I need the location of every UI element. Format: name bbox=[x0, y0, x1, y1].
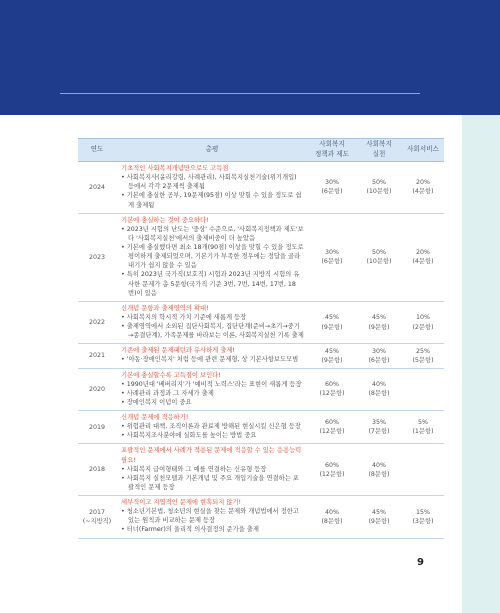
row-summary bbox=[116, 344, 308, 368]
row-bullet-item: • 사회복지의 학시적 가치 기준에 새롭게 등장 bbox=[121, 313, 304, 322]
row-services-share: 25% (5문항) bbox=[402, 344, 444, 368]
row-services-share: 10% (2문항) bbox=[402, 301, 444, 344]
col-header-practice: 사회복지 실천 bbox=[356, 139, 402, 162]
row-summary bbox=[116, 444, 308, 496]
row-bullet-item: • 2023년 시험의 난도는 '중상' 수준으로, '사회복지정책과 제도'보다 '사회복지실천'에서의 출제비중이 더 높았음 bbox=[121, 225, 304, 243]
col-header-summary: 총평 bbox=[116, 139, 308, 162]
page-number: 9 bbox=[417, 557, 424, 568]
row-policy-share: 30% (6문항) bbox=[308, 213, 356, 301]
table-row bbox=[78, 496, 444, 539]
banner-divider bbox=[60, 93, 420, 94]
row-services-share: 5% (1문항) bbox=[402, 411, 444, 444]
row-services-share bbox=[402, 444, 444, 496]
row-bullet-item: • 특히 2023년 국가직(보호직) 시험과 2023년 지방직 시험의 유사한 문제가 총 5문항(국가직 기준 3번, 7번, 14번, 17번, 18번)이 있음 bbox=[121, 270, 304, 297]
row-year: 2020 bbox=[78, 368, 116, 411]
row-summary bbox=[116, 213, 308, 301]
row-bullet-item: • 사회복지 실천모델과 기본개념 및 주요 개입기술을 연결하는 포괄적인 문제 등장 bbox=[121, 474, 304, 492]
row-bullet-item: • 장애인복지 이념이 중요 bbox=[121, 398, 304, 407]
row-theme: 기본에 충실할수록 고득점이 보인다! bbox=[121, 371, 221, 379]
table-row bbox=[78, 301, 444, 344]
col-header-year: 연도 bbox=[78, 139, 116, 162]
row-bullet-item: • 사회복지 급여형태와 그 예를 연결하는 신유형 등장 bbox=[121, 465, 304, 474]
col-header-policy: 사회복지 정책과 제도 bbox=[308, 139, 356, 162]
row-year: 2022 bbox=[78, 301, 116, 344]
row-policy-share: 45% (9문항) bbox=[308, 344, 356, 368]
row-practice-share: 35% (7문항) bbox=[356, 411, 402, 444]
row-bullet-item: • 위험관리 대책, 조직이론과 관료제 방해된 현실시킬 신은형 등장 bbox=[121, 422, 304, 431]
row-practice-share: 45% (9문항) bbox=[356, 496, 402, 539]
table-header-row bbox=[78, 139, 444, 162]
row-bullet-item: • 기본에 충실했다면 최소 18개(90점) 이상을 맞힐 수 있을 정도로 평이하게 출제되었으며, 기본기가 부족한 경우에는 정답을 골라내기가 쉽지 않을 수 있음 bbox=[121, 243, 304, 270]
table-row bbox=[78, 444, 444, 496]
row-policy-share: 60% (12문항) bbox=[308, 411, 356, 444]
row-summary bbox=[116, 162, 308, 214]
row-bullet-item: • '아동·장애인복지' 처럼 등에 관련 문제형, 상 기본사항보도모범 bbox=[121, 355, 304, 364]
row-policy-share: 60% (12문항) bbox=[308, 368, 356, 411]
row-services-share: 20% (4문항) bbox=[402, 162, 444, 214]
row-theme: 세부적이고 지엽적인 문제에 현혹되지 않기! bbox=[121, 499, 242, 506]
row-bullet-item: • 터너(Farmer)의 울리적 의사결정의 준가을 출제 bbox=[121, 525, 304, 534]
row-practice-share: 50% (10문항) bbox=[356, 162, 402, 214]
row-services-share: 15% (3문항) bbox=[402, 496, 444, 539]
row-services-share: 20% (4문항) bbox=[402, 213, 444, 301]
table-row bbox=[78, 162, 444, 214]
row-bullet-item: • 사례관리 과정과 그 자세가 출제 bbox=[121, 389, 304, 398]
row-bullet-item: • 기본에 충실한 공부, 19문제(95점) 이상 맞힐 수 있을 정도로 쉽게 출제됨 bbox=[121, 191, 304, 209]
row-practice-share: 45% (9문항) bbox=[356, 301, 402, 344]
row-practice-share: 50% (10문항) bbox=[356, 213, 402, 301]
row-practice-share: 30% (6문항) bbox=[356, 344, 402, 368]
row-theme: 신개념 문제에 적응하기! bbox=[121, 414, 189, 421]
table-row bbox=[78, 344, 444, 368]
header-banner bbox=[0, 0, 500, 115]
row-practice-share: 40% (8문항) bbox=[356, 444, 402, 496]
row-year: 2018 bbox=[78, 444, 116, 496]
exam-analysis-table bbox=[78, 138, 444, 539]
row-bullet-item: • 출제영역에서 소외된 집단사회복지, 집단단계(준비→초기→중기→종결단계), 가족문제를 바라보는 이론, 사회복지실천 기록 출제 bbox=[121, 322, 304, 340]
row-year: 2019 bbox=[78, 411, 116, 444]
row-theme: 기존에 출제된 문제패턴과 유사하게 출제! bbox=[121, 347, 235, 355]
row-summary bbox=[116, 496, 308, 539]
row-policy-share: 45% (9문항) bbox=[308, 301, 356, 344]
row-year: 2017 (~지방직) bbox=[78, 496, 116, 539]
row-summary bbox=[116, 301, 308, 344]
row-bullet-item: • 사회복지사(윤리강령, 사례관리), 사회복지실천기술(위기개입) 등에서 각각 2문제씩 출제됨 bbox=[121, 173, 304, 191]
row-theme: 기본에 충실하는 것이 중요하다! bbox=[121, 216, 209, 224]
row-bullet-item: • 사회복지조사분야에 실화도를 높이는 방법 중요 bbox=[121, 431, 304, 440]
row-theme: 기초적인 사회복지개념만으로도 고득점 bbox=[121, 165, 229, 172]
row-theme: 신개념 문항과 출제영역의 확대! bbox=[121, 304, 209, 312]
row-summary bbox=[116, 368, 308, 411]
row-theme: 포괄적인 문제에서 사례가 적용된 문제에 적응할 수 있는 응용능력 필요! bbox=[121, 447, 302, 464]
table-row bbox=[78, 368, 444, 411]
row-year: 2021 bbox=[78, 344, 116, 368]
col-header-services: 사회서비스 bbox=[402, 139, 444, 162]
row-services-share bbox=[402, 368, 444, 411]
row-year: 2024 bbox=[78, 162, 116, 214]
table-row bbox=[78, 411, 444, 444]
row-bullet-item: • 청소년기본법, 청소년의 현실을 찾는 문제와 개념법에서 정한고 있는 원칙과 비교하는 문제 등장 bbox=[121, 507, 304, 525]
row-practice-share: 40% (8문항) bbox=[356, 368, 402, 411]
row-policy-share: 30% (6문항) bbox=[308, 162, 356, 214]
row-bullet-item: • 1990년대 '베버리지'가 '예비적 노력스'라는 표현이 새롭게 등장 bbox=[121, 380, 304, 389]
row-summary bbox=[116, 411, 308, 444]
row-year: 2023 bbox=[78, 213, 116, 301]
row-policy-share: 40% (8문항) bbox=[308, 496, 356, 539]
table-row bbox=[78, 213, 444, 301]
row-policy-share: 60% (12문항) bbox=[308, 444, 356, 496]
